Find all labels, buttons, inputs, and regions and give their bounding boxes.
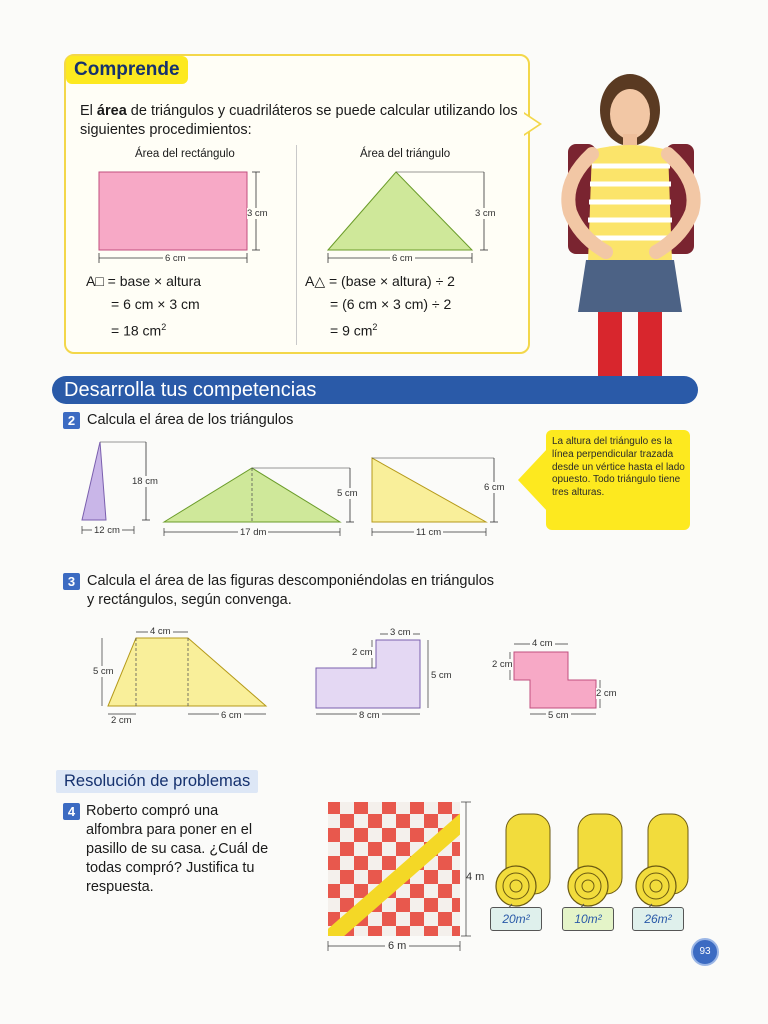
- rug-1: [496, 814, 550, 916]
- t1-height-label: 18 cm: [132, 476, 158, 487]
- trap-height-label: 5 cm: [93, 666, 114, 677]
- divider: [296, 145, 297, 345]
- exercise-2-triangles: [70, 438, 510, 542]
- rect-width-label: 6 cm: [165, 253, 186, 264]
- tri-height-label: 3 cm: [475, 208, 496, 219]
- z-left-label: 2 cm: [492, 659, 513, 670]
- t3-base-label: 11 cm: [416, 527, 442, 538]
- student-girl-image: [540, 62, 720, 382]
- rug-3-tag: 26m²: [632, 907, 684, 931]
- t2-height-label: 5 cm: [337, 488, 358, 499]
- l-top-label: 3 cm: [390, 627, 411, 638]
- rug-1-tag: 20m²: [490, 907, 542, 931]
- tri-label: Área del triángulo: [360, 148, 451, 160]
- trap-right-label: 6 cm: [221, 710, 242, 721]
- exercise-3-badge: 3: [63, 573, 80, 590]
- rectangle-shape: [99, 172, 247, 250]
- z-bottom-label: 5 cm: [548, 710, 569, 721]
- hallway-floor: [326, 800, 466, 960]
- rect-formula: A□ = base × altura = 6 cm × 3 cm = 18 $cm^2$: [86, 273, 202, 339]
- floor-width-label: 6 m: [385, 940, 409, 952]
- t2-base-label: 17 dm: [240, 527, 267, 538]
- page-number: 93: [691, 938, 719, 966]
- problems-title: Resolución de problemas: [56, 770, 258, 793]
- rect-label: Área del rectángulo: [135, 148, 235, 160]
- exercise-4-badge: 4: [63, 803, 80, 820]
- l-step-label: 2 cm: [352, 647, 373, 658]
- t3-height-label: 6 cm: [484, 482, 505, 493]
- tri-width-label: 6 cm: [392, 253, 413, 264]
- triangle-3: [372, 458, 486, 522]
- z-shape: [514, 652, 596, 708]
- trapezoid-shape: [108, 638, 266, 706]
- trap-left-label: 2 cm: [111, 715, 132, 726]
- info-note-text: La altura del triángulo es la línea perpendicular trazada desde un vértice hasta el lado opuesto. Todo triángulo tiene tres alturas.: [552, 436, 685, 499]
- rug-3: [636, 814, 688, 916]
- z-right-label: 2 cm: [596, 688, 617, 699]
- floor-height-label: 4 m: [466, 871, 485, 883]
- exercise-2-badge: 2: [63, 412, 80, 429]
- exercise-4-text: Roberto compró una alfombra para poner en el pasillo de su casa. ¿Cuál de todas compró? Justifica tu respuesta.: [86, 803, 269, 895]
- section-banner: Desarrolla tus competencias: [52, 376, 698, 404]
- l-base-label: 8 cm: [359, 710, 380, 721]
- triangle-1: [82, 442, 106, 520]
- exercise-3-text: Calcula el área de las figuras descomponiéndolas en triángulos y rectángulos, según convenga.: [87, 573, 495, 608]
- exercise-2-text: Calcula el área de los triángulos: [87, 412, 294, 428]
- rug-2-tag: 10m²: [562, 907, 614, 931]
- speech-tail-inner: [524, 114, 539, 134]
- tri-formula: A△ = (base × altura) ÷ 2 = (6 cm × 3 cm) ÷ 2 = 9 $cm^2$: [305, 273, 455, 339]
- rug-2: [568, 814, 622, 916]
- rect-height-label: 3 cm: [247, 208, 268, 219]
- t1-base-label: 12 cm: [94, 525, 120, 536]
- triangle-shape: [328, 172, 472, 250]
- intro-keyword: área: [96, 103, 127, 119]
- comprende-intro: El área de triángulos y cuadriláteros se puede calcular utilizando los siguientes procedimientos:: [80, 103, 518, 138]
- z-top-label: 4 cm: [532, 638, 553, 649]
- l-height-label: 5 cm: [431, 670, 452, 681]
- comprende-title: Comprende: [66, 56, 188, 84]
- trap-top-label: 4 cm: [150, 626, 171, 637]
